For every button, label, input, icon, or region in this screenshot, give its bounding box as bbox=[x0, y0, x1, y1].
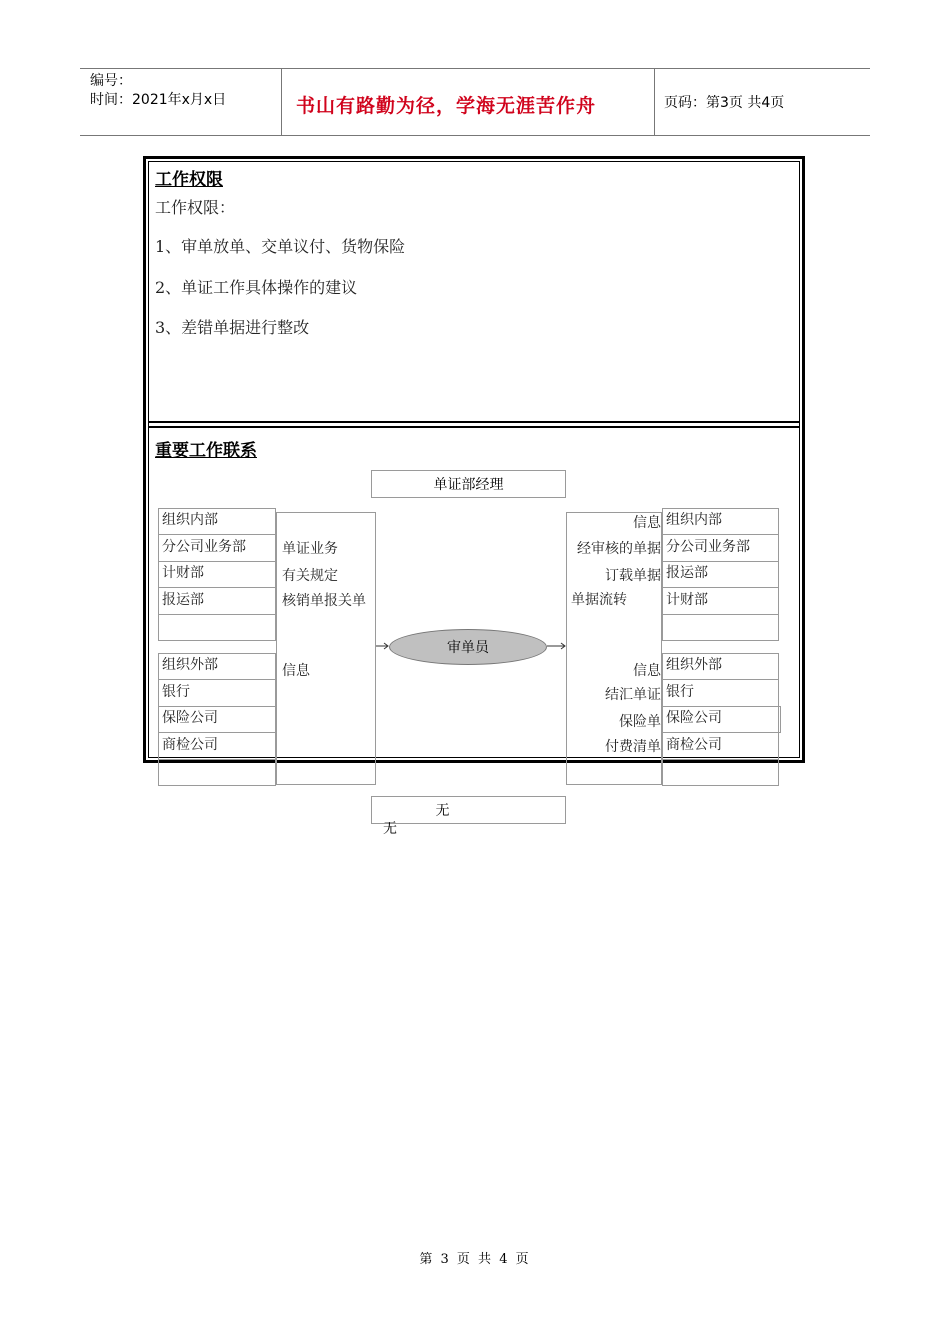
right-middle-item: 结汇单证 bbox=[605, 687, 661, 703]
header-divider bbox=[654, 68, 655, 135]
table-row bbox=[158, 759, 276, 786]
right-external-item: 组织外部 bbox=[666, 657, 722, 673]
section-separator bbox=[148, 421, 800, 423]
table-row bbox=[158, 614, 276, 641]
authority-title: 工作权限 bbox=[155, 170, 223, 190]
right-middle-item: 信息 bbox=[633, 515, 661, 531]
section-separator bbox=[148, 426, 800, 428]
header-divider bbox=[281, 68, 282, 135]
left-external-item: 组织外部 bbox=[162, 657, 218, 673]
right-internal-item: 报运部 bbox=[666, 565, 708, 581]
left-internal-item: 分公司业务部 bbox=[162, 539, 246, 555]
header-bottom-line bbox=[80, 135, 870, 136]
left-middle-item: 单证业务 bbox=[282, 541, 338, 557]
right-external-item: 银行 bbox=[666, 684, 694, 700]
center-role-label: 审单员 bbox=[447, 640, 489, 656]
table-row bbox=[662, 614, 779, 641]
authority-item: 2、单证工作具体操作的建议 bbox=[155, 278, 358, 297]
left-external-item: 商检公司 bbox=[162, 737, 218, 753]
right-internal-item: 分公司业务部 bbox=[666, 539, 750, 555]
page-info: 页码：第3页 共4页 bbox=[664, 95, 785, 111]
number-label: 编号： bbox=[90, 73, 132, 89]
right-middle-item: 单据流转 bbox=[571, 592, 627, 608]
motto: 书山有路勤为径，学海无涯苦作舟 bbox=[296, 95, 597, 117]
left-middle-item: 有关规定 bbox=[282, 568, 338, 584]
authority-item: 3、差错单据进行整改 bbox=[155, 318, 310, 337]
left-middle-item: 核销单报关单 bbox=[282, 593, 366, 609]
right-middle-item: 经审核的单据 bbox=[577, 541, 661, 557]
page-footer: 第 3 页 共 4 页 bbox=[419, 1252, 531, 1267]
table-row bbox=[662, 759, 779, 786]
left-middle-item: 信息 bbox=[282, 663, 310, 679]
left-internal-item: 组织内部 bbox=[162, 512, 218, 528]
arrow-right-icon bbox=[376, 640, 390, 652]
right-external-item: 保险公司 bbox=[666, 710, 722, 726]
right-middle-item: 保险单 bbox=[619, 714, 661, 730]
header-top-line bbox=[80, 68, 870, 69]
relations-title: 重要工作联系 bbox=[155, 441, 257, 461]
center-role-ellipse bbox=[389, 629, 547, 665]
left-internal-item: 报运部 bbox=[162, 592, 204, 608]
left-external-item: 保险公司 bbox=[162, 710, 218, 726]
arrow-right-icon bbox=[547, 640, 567, 652]
subordinate-label: 无 bbox=[435, 803, 450, 819]
right-middle-item: 信息 bbox=[633, 663, 661, 679]
manager-label: 单证部经理 bbox=[433, 477, 504, 493]
authority-subtitle: 工作权限： bbox=[155, 198, 236, 217]
right-middle-item: 订载单据 bbox=[605, 568, 661, 584]
right-internal-item: 组织内部 bbox=[666, 512, 722, 528]
left-internal-item: 计财部 bbox=[162, 565, 204, 581]
right-middle-item: 付费清单 bbox=[605, 739, 661, 755]
right-external-item: 商检公司 bbox=[666, 737, 722, 753]
subordinate-note: 无 bbox=[383, 821, 397, 837]
right-internal-item: 计财部 bbox=[666, 592, 708, 608]
left-external-item: 银行 bbox=[162, 684, 190, 700]
authority-item: 1、审单放单、交单议付、货物保险 bbox=[155, 237, 406, 256]
time-label: 时间：2021年x月x日 bbox=[90, 92, 227, 108]
